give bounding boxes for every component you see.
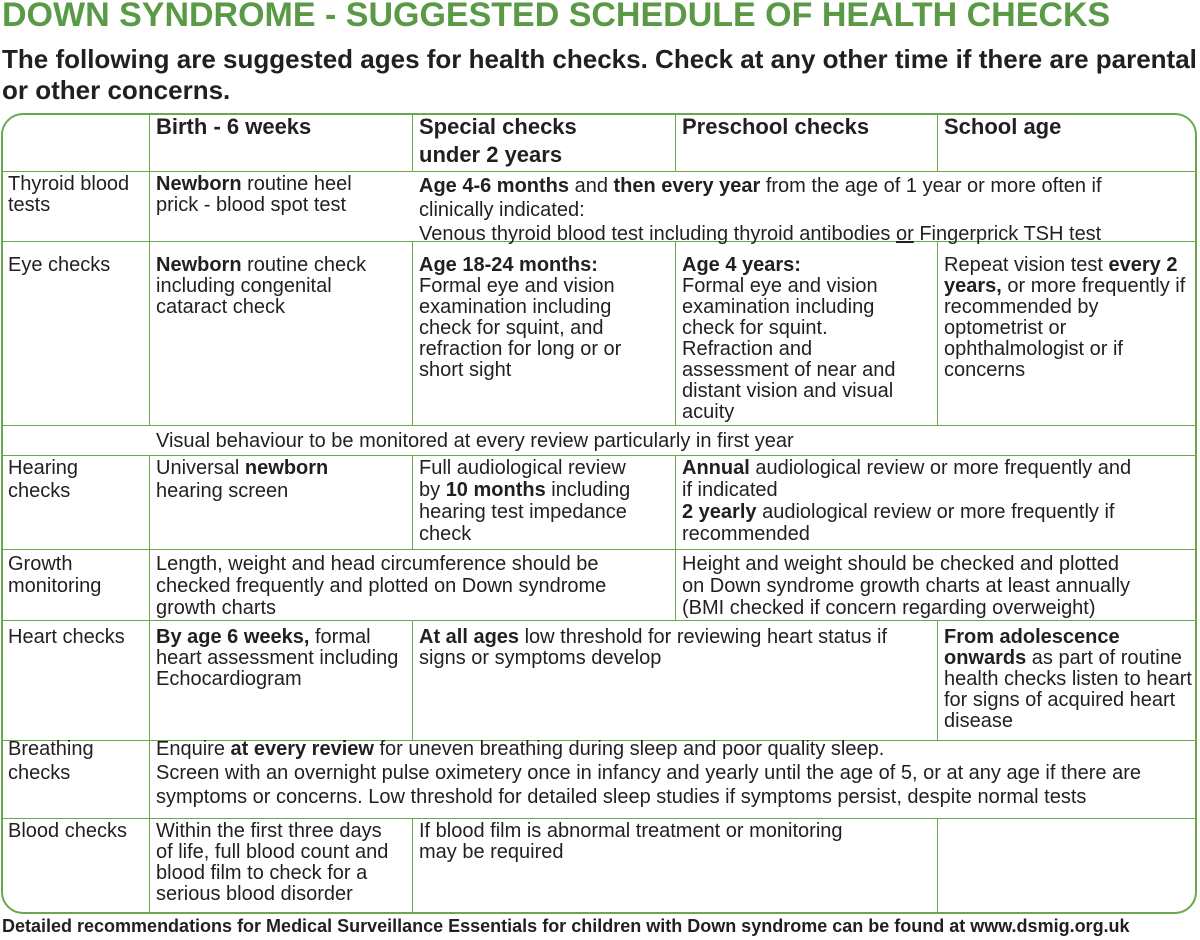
eye-school [939,255,1191,381]
hearing-birth-bold: newborn [244,457,329,479]
thyroid-text-1: and [569,175,614,197]
column-divider [149,455,150,914]
breathing-text-3: Screen with an overnight pulse oximetery once in infancy and yearly until the age of 5, or at any age if there are symptoms or concerns. Low threshold for detailed sleep studies if symptoms persist, despite normal tests [156,762,1142,808]
thyroid-text-2: from the age of 1 year or more often if clinically indicated: [419,175,1102,221]
page-subtitle: The following are suggested ages for health checks. Check at any other time if there are parental or other concerns. [2,44,1197,105]
row-label-thyroid: Thyroid blood tests [8,173,130,216]
thyroid-schedule [414,174,1174,246]
row-label-blood: Blood checks [8,820,127,842]
blood-birth: Within the first three days of life, full blood count and blood film to check for a serious blood disorder [156,820,389,905]
hearing-later-text-2: audiological review or more frequently if recommended [682,501,1115,545]
eye-birth-bold: Newborn [156,254,242,276]
breathing-text-1: Enquire [156,738,231,760]
row-label-hearing: Hearing checks [8,457,79,502]
breathing-text-2: for uneven breathing during sleep and poor quality sleep. [373,738,885,760]
blood-mid: If blood film is abnormal treatment or monitoring may be required [419,820,843,863]
eye-preschool-bold: Age 4 years: [682,254,801,276]
page-title: DOWN SYNDROME - SUGGESTED SCHEDULE OF HEALTH CHECKS [2,0,1111,34]
eye-preschool [677,255,907,423]
heart-birth-text: formal heart assessment including Echocardiogram [156,626,399,690]
row-label-breathing: Breathing checks [8,738,94,784]
hearing-birth-text-2: hearing screen [156,480,289,502]
thyroid-birth [151,174,401,216]
hearing-birth [151,457,401,503]
hearing-later [677,457,1147,545]
eye-birth-text: routine check including congenital cataract check [156,254,367,318]
row-divider [3,171,1197,172]
column-divider [412,818,413,914]
heart-mid-bold: At all ages [419,626,520,648]
hearing-special [414,457,654,545]
breathing-text [151,737,1191,809]
footer-note: Detailed recommendations for Medical Surveillance Essentials for children with Down syndrome can be found at www.dsmig.org.uk [2,916,1130,936]
eye-special-text: Formal eye and vision examination including check for squint, and refraction for long or or short sight [419,275,622,381]
column-divider [937,818,938,914]
hearing-later-text-1: audiological review or more frequently and if indicated [682,457,1132,501]
eye-special-bold: Age 18-24 months: [419,254,598,276]
header-birth: Birth - 6 weeks [156,114,312,139]
header-school: School age [944,114,1062,139]
hearing-special-bold: 10 months [445,479,546,501]
row-divider [3,455,1197,456]
column-divider [675,115,676,171]
eye-preschool-text: Formal eye and vision examination including check for squint. Refraction and assessment of near and distant vision and visual acuity [682,275,896,423]
column-divider [412,455,413,549]
heart-school-text: as part of routine health checks listen to heart for signs of acquired heart disease [944,647,1192,732]
row-divider [3,620,1197,621]
row-label-growth: Growth monitoring [8,553,102,597]
column-divider [149,115,150,425]
eye-school-text-1: Repeat vision test [944,254,1109,276]
hearing-later-bold-1: Annual [682,457,750,479]
thyroid-birth-text: routine heel prick - blood spot test [156,173,352,216]
heart-birth-bold: By age 6 weeks, [156,626,310,648]
schedule-table [1,113,1197,914]
hearing-special-text-1: Full audiological review by [419,457,626,501]
hearing-birth-text-1: Universal [156,457,245,479]
column-divider [675,241,676,425]
heart-all-ages [414,627,914,669]
column-divider [675,455,676,620]
thyroid-birth-bold: Newborn [156,173,242,195]
column-divider [412,620,413,740]
thyroid-test-a: Venous thyroid blood test including thyroid antibodies [419,223,896,245]
row-divider [3,818,1197,819]
thyroid-or: or [895,223,914,245]
column-divider [937,115,938,171]
growth-later: Height and weight should be checked and plotted on Down syndrome growth charts at least annually (BMI checked if concern regarding overweight) [682,553,1131,619]
column-divider [412,115,413,171]
row-label-heart: Heart checks [8,626,125,648]
thyroid-bold-1: Age 4-6 months [419,175,570,197]
row-divider [3,549,1197,550]
header-special: Special checks under 2 years [419,114,577,167]
eye-school-text-2: or more frequently if recommended by optometrist or ophthalmologist or if concerns [944,275,1186,381]
breathing-bold: at every review [230,738,374,760]
header-preschool: Preschool checks [682,114,870,139]
growth-early: Length, weight and head circumference should be checked frequently and plotted on Down syndrome growth charts [156,553,607,619]
visual-behaviour-note: Visual behaviour to be monitored at every review particularly in first year [156,430,794,452]
heart-school-bold: From adolescence onwards [944,626,1120,669]
heart-birth [151,627,406,690]
column-divider [412,241,413,425]
heart-school [939,627,1197,732]
eye-birth [151,255,406,318]
thyroid-test-b: Fingerprick TSH test [913,223,1102,245]
row-divider [3,425,1197,426]
eye-special [414,255,649,381]
heart-mid-text: low threshold for reviewing heart status if signs or symptoms develop [419,626,887,669]
thyroid-bold-2: then every year [613,175,761,197]
eye-school-bold: every 2 years, [944,254,1178,297]
row-label-eye: Eye checks [8,254,111,276]
hearing-later-bold-2: 2 yearly [682,501,757,523]
column-divider [937,241,938,425]
hearing-special-text-2: including hearing test impedance check [419,479,631,545]
column-divider [937,620,938,740]
